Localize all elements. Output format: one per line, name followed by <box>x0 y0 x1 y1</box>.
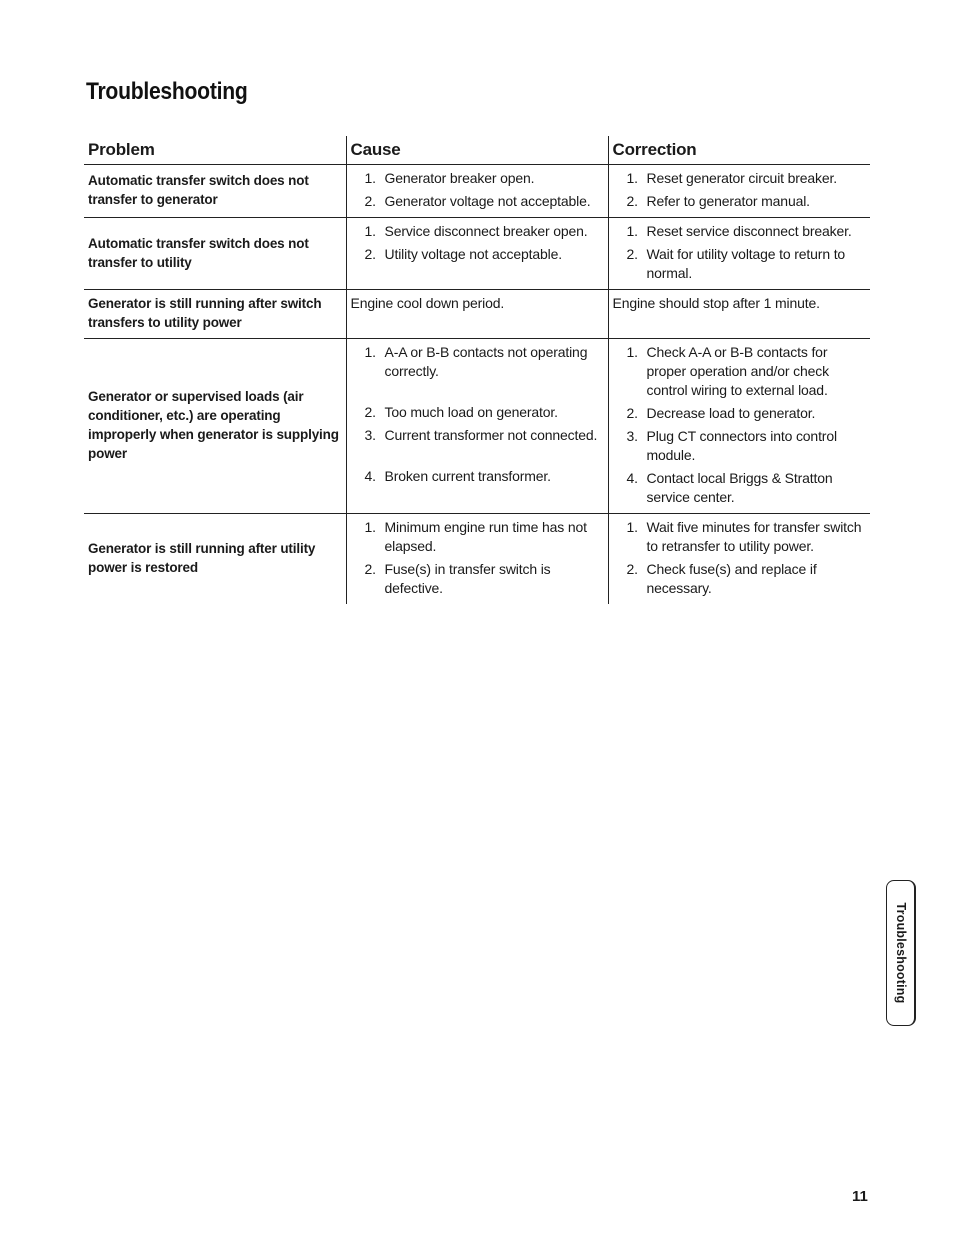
item-text: Broken current transformer. <box>384 468 551 484</box>
item-text: Service disconnect breaker open. <box>384 223 588 239</box>
item-text: Wait for utility voltage to return to normal. <box>646 246 846 281</box>
item-number: 1. <box>626 170 638 186</box>
item-text: Check fuse(s) and replace if necessary. <box>646 561 817 596</box>
item-number: 1. <box>364 223 376 239</box>
table-row <box>84 290 870 339</box>
list-item <box>613 343 867 400</box>
item-number: 2. <box>364 193 376 209</box>
problem-cell: Generator is still running after switch transfers to utility power <box>84 290 346 339</box>
problem-cell: Generator or supervised loads (air conditioner, etc.) are operating improperly when generator is supplying power <box>84 339 346 514</box>
problem-cell: Generator is still running after utility power is restored <box>88 541 316 575</box>
item-text: Contact local Briggs & Stratton service center. <box>646 470 833 505</box>
list-item <box>613 427 867 465</box>
correction-cell <box>608 339 870 514</box>
list-item <box>613 518 867 556</box>
item-number: 2. <box>364 404 376 420</box>
list-item <box>351 343 604 381</box>
list-item <box>351 403 604 422</box>
item-number: 3. <box>626 428 638 444</box>
item-number: 2. <box>364 246 376 262</box>
item-text: Check A-A or B-B contacts for proper operation and/or check control wiring to external load. <box>646 344 829 398</box>
page-number: 11 <box>852 1188 868 1205</box>
list-item <box>351 426 604 445</box>
cause-cell <box>346 165 608 218</box>
correction-cell: Engine should stop after 1 minute. <box>608 290 870 339</box>
list-item <box>613 192 867 211</box>
list-item <box>351 192 604 211</box>
list-item <box>613 404 867 423</box>
item-text: Too much load on generator. <box>384 404 558 420</box>
item-number: 2. <box>364 561 376 577</box>
item-text: Reset service disconnect breaker. <box>646 223 852 239</box>
item-number: 1. <box>626 519 638 535</box>
table-row <box>84 339 870 514</box>
correction-cell <box>608 218 870 290</box>
item-text: Plug CT connectors into control module. <box>646 428 837 463</box>
cause-cell <box>346 514 608 605</box>
list-item <box>613 469 867 507</box>
item-number: 4. <box>626 470 638 486</box>
item-number: 3. <box>364 427 376 443</box>
item-text: Fuse(s) in transfer switch is defective. <box>384 561 551 596</box>
troubleshooting-table <box>84 136 870 604</box>
list-item <box>613 560 867 598</box>
table-header-row <box>84 136 870 165</box>
item-number: 1. <box>626 344 638 360</box>
cause-cell <box>346 339 608 514</box>
problem-cell: Automatic transfer switch does not transfer to utility <box>84 218 346 290</box>
side-tab-label: Troubleshooting <box>893 902 908 1004</box>
list-item <box>613 169 867 188</box>
problem-cell: Automatic transfer switch does not transfer to generator <box>84 165 346 218</box>
item-text: Minimum engine run time has not elapsed. <box>384 519 587 554</box>
item-text: Utility voltage not acceptable. <box>384 246 562 262</box>
item-number: 1. <box>626 223 638 239</box>
item-number: 1. <box>364 170 376 186</box>
list-item <box>351 560 604 598</box>
item-number: 2. <box>626 405 638 421</box>
item-number: 1. <box>364 519 376 535</box>
column-header-cause: Cause <box>346 136 608 165</box>
table-row <box>84 514 870 605</box>
column-header-problem: Problem <box>84 136 346 165</box>
cause-cell: Engine cool down period. <box>346 290 608 339</box>
list-item <box>613 245 867 283</box>
list-item <box>613 222 867 241</box>
item-number: 2. <box>626 561 638 577</box>
item-text: Generator voltage not acceptable. <box>384 193 591 209</box>
list-item <box>351 245 604 264</box>
cause-cell <box>346 218 608 290</box>
item-text: Decrease load to generator. <box>646 405 816 421</box>
list-item <box>351 169 604 188</box>
item-number: 4. <box>364 468 376 484</box>
correction-cell <box>608 165 870 218</box>
list-item <box>351 518 604 556</box>
page-title: Troubleshooting <box>86 78 248 105</box>
item-text: Current transformer not connected. <box>384 427 598 443</box>
list-item <box>351 222 604 241</box>
item-text: Reset generator circuit breaker. <box>646 170 838 186</box>
column-header-correction: Correction <box>608 136 870 165</box>
table-row <box>84 218 870 290</box>
correction-cell <box>608 514 870 605</box>
item-text: Wait five minutes for transfer switch to retransfer to utility power. <box>646 519 862 554</box>
item-text: Refer to generator manual. <box>646 193 810 209</box>
item-number: 2. <box>626 193 638 209</box>
item-number: 2. <box>626 246 638 262</box>
item-text: A-A or B-B contacts not operating correctly. <box>384 344 588 379</box>
list-item <box>351 467 604 486</box>
section-side-tab <box>886 880 916 1026</box>
table-row <box>84 165 870 218</box>
item-text: Generator breaker open. <box>384 170 535 186</box>
item-number: 1. <box>364 344 376 360</box>
